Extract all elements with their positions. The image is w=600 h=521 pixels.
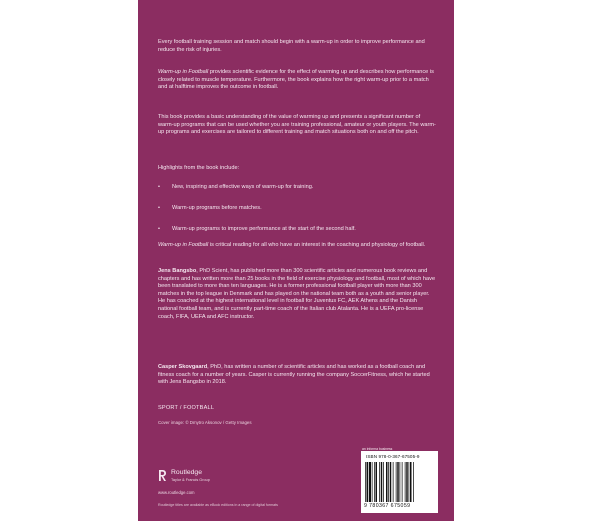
book-title-italic: Warm-up in Football: [158, 69, 209, 75]
barcode-bar: [396, 462, 397, 502]
reading-text: is critical reading for all who have an interest in the coaching and physiology of football.: [208, 242, 426, 248]
understanding-paragraph: This book provides a basic understanding of the value of warming up and presents a significant number of warm-up programs that can be used whether you are training professional, amateur or youth players. The warm-up programs and exercises are tailored to different training and match situations both on and off the pitch.: [158, 114, 436, 136]
highlight-text: Warm-up programs to improve performance at the start of the second half.: [172, 226, 356, 232]
subject-category: SPORT / FOOTBALL: [158, 405, 215, 411]
evidence-paragraph: [158, 69, 436, 92]
ebook-note: Routledge titles are available as eBook editions in a range of digital formats: [158, 503, 278, 507]
barcode-bar: [386, 462, 388, 502]
barcode-bar: [390, 462, 392, 502]
barcode-bar: [376, 462, 378, 502]
barcode-bar: [400, 462, 401, 502]
author-name: Jens Bangsbo: [158, 268, 197, 274]
isbn-barcode-icon: [365, 462, 434, 502]
barcode-bar: [409, 462, 410, 502]
barcode-bar: [383, 462, 384, 502]
bullet-icon: •: [158, 205, 160, 211]
publisher-name: Routledge: [171, 469, 202, 476]
publisher-url[interactable]: www.routledge.com: [158, 490, 195, 495]
barcode-bar: [367, 462, 369, 502]
barcode-bar: [413, 462, 414, 502]
barcode-panel: [361, 451, 438, 513]
barcode-bar: [374, 462, 375, 502]
barcode-bar: [388, 462, 389, 502]
barcode-bar: [397, 462, 399, 502]
barcode-bar: [365, 462, 366, 502]
author-name: Casper Skovgaard: [158, 364, 208, 370]
barcode-bar: [405, 462, 406, 502]
bullet-icon: •: [158, 226, 160, 232]
highlight-text: Warm-up programs before matches.: [172, 205, 262, 211]
barcode-bar: [393, 462, 394, 502]
barcode-bar: [379, 462, 380, 502]
barcode-bar: [402, 462, 403, 502]
barcode-bar: [410, 462, 412, 502]
author-bio-skovgaard: [158, 364, 436, 387]
intro-paragraph: Every football training session and match should begin with a warm-up in order to improve performance and reduce the risk of injuries.: [158, 39, 425, 53]
barcode-bar: [369, 462, 371, 502]
author-bio-bangsbo: [158, 268, 436, 321]
evidence-text: provides scientific evidence for the effect of warming up and describes how performance is closely related to muscle temperature. Furthermore, the book explains how the right warm-up prior to a match and at halftime improves the outcome in football.: [158, 69, 434, 91]
barcode-bar: [406, 462, 408, 502]
barcode-bar: [372, 462, 373, 502]
highlights-intro: Highlights from the book include:: [158, 165, 240, 171]
publisher-group: Taylor & Francis Group: [171, 478, 210, 482]
author-bio-text: , PhD Scient, has published more than 300 scientific articles and numerous book reviews and chapters and has written more than 25 books in the field of exercise physiology and football, most of which have been translated to more than ten languages. He is a former professional football player with more than 300 matches in the top league in Denmark and has played on the national team both as a youth and senior player. He has coached at the highest international level in football for Juventus FC, AEK Athens and the Danish national football team, and is currently part-time coach of the Italian club Atalanta. He is a UEFA pro-license coach, FIFA, UEFA and AFC instructor.: [158, 268, 436, 320]
bullet-icon: •: [158, 184, 160, 190]
routledge-r-logo-icon: [158, 469, 167, 482]
cover-credit: Cover image: © Dmytro Aksonov / Getty Images: [158, 420, 252, 425]
highlight-text: New, inspiring and effective ways of warm-up for training.: [172, 184, 314, 190]
back-cover: [138, 0, 454, 521]
author-bio-text: , PhD, has written a number of scientific articles and has worked as a football coach and fitness coach for a number of years. Casper is currently running the company SoccerFitness, which he started with Jens Bangsbo in 2018.: [158, 364, 430, 386]
informa-label: an informa business: [362, 447, 393, 451]
barcode-bar: [381, 462, 383, 502]
isbn-label: ISBN 978-0-367-67505-9: [366, 454, 420, 459]
book-title-italic: Warm-up in Football: [158, 242, 209, 248]
barcode-digits: 9 780367 675059: [364, 503, 411, 509]
reading-paragraph: [158, 242, 436, 250]
